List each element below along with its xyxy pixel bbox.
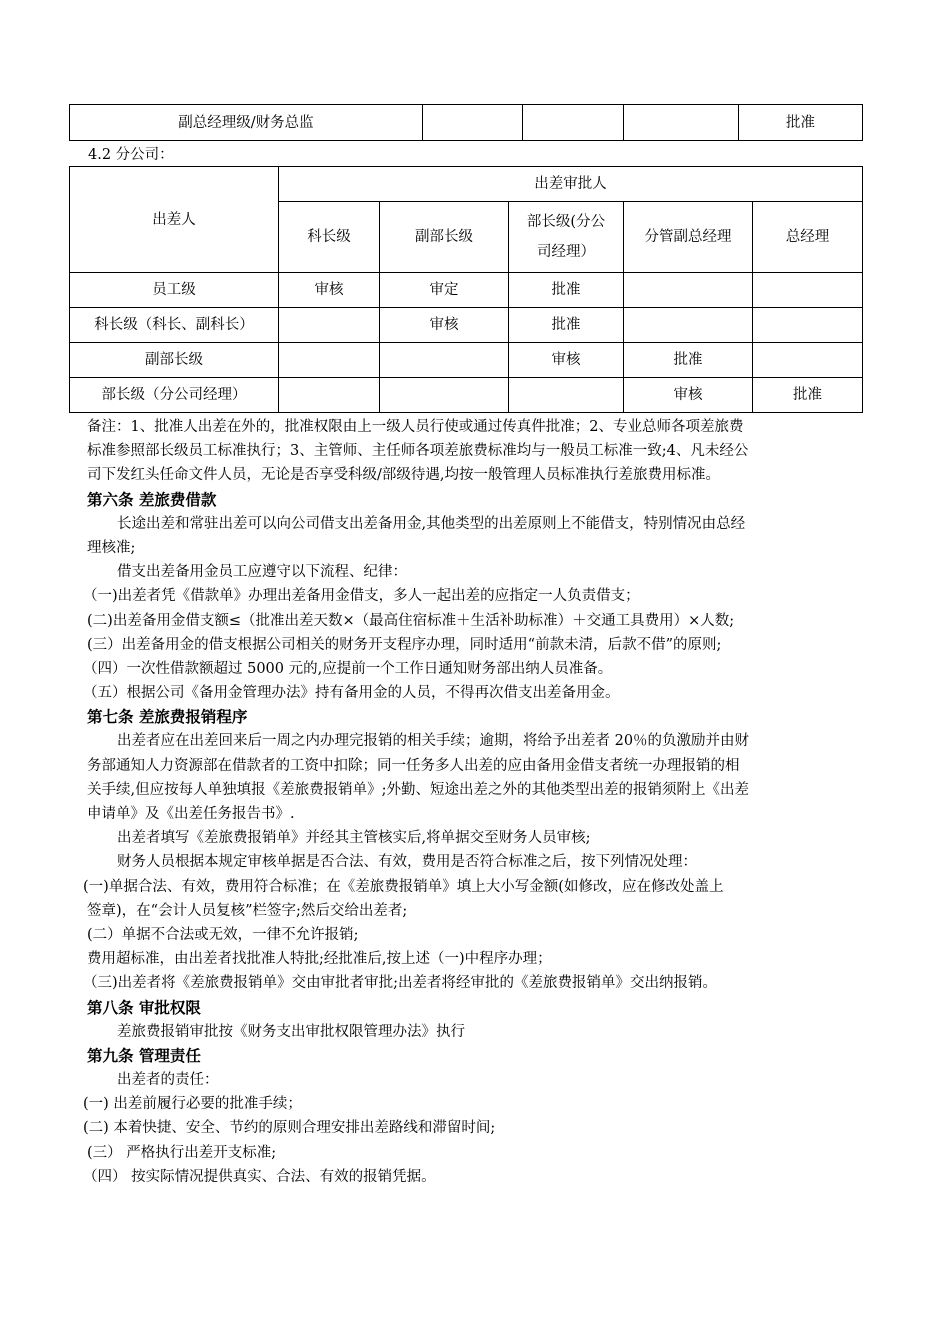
table-cell: 审核 — [624, 378, 753, 413]
column-header: 分管副总经理 — [624, 202, 753, 273]
text-line: （三)出差者将《差旅费报销单》交由审批者审批;出差者将经审批的《差旅费报销单》交出纳报销。 — [83, 975, 718, 992]
text-line: （四） 按实际情况提供真实、合法、有效的报销凭据。 — [83, 1168, 436, 1185]
section-label-branch: 4.2 分公司： — [88, 147, 174, 163]
text-line: 出差者填写《差旅费报销单》并经其主管核实后,将单据交至财务人员审核; — [117, 830, 591, 847]
column-header: 科长级 — [279, 202, 380, 273]
text-line: （五）根据公司《备用金管理办法》持有备用金的人员，不得再次借支出差备用金。 — [83, 685, 620, 702]
column-header-line: 部长级(分公 — [526, 214, 606, 230]
table-cell: 审核 — [509, 343, 624, 378]
document-body — [83, 415, 857, 1189]
table-cell — [380, 343, 509, 378]
text-line: 务部通知人力资源部在借款者的工资中扣除；同一任务多人出差的应由备用金借支者统一办理报销的相 — [87, 757, 740, 774]
table-cell — [279, 308, 380, 343]
row-label: 副总经理级/财务总监 — [70, 105, 423, 141]
table-cell — [423, 105, 523, 141]
text-line: (二）单据不合法或无效，一律不允许报销; — [87, 926, 359, 943]
text-line: 关手续,但应按每人单独填报《差旅费报销单》;外勤、短途出差之外的其他类型出差的报销须附上《出差 — [87, 781, 749, 798]
text-line: (二) 本着快捷、安全、节约的原则合理安排出差路线和滞留时间; — [83, 1120, 496, 1137]
row-label: 科长级（科长、副科长） — [70, 308, 279, 343]
text-line: 司下发红头任命文件人员，无论是否享受科级/部级待遇,均按一般管理人员标准执行差旅费用标准。 — [87, 467, 720, 484]
table-cell: 批准 — [753, 378, 863, 413]
table-cell: 审定 — [380, 273, 509, 308]
table-cell — [523, 105, 624, 141]
text-line: 标准参照部长级员工标准执行；3、主管师、主任师各项差旅费标准均与一般员工标准一致;4、凡未经公 — [87, 443, 749, 460]
text-line: (一) 出差前履行必要的批准手续； — [83, 1096, 302, 1113]
table-cell — [624, 105, 739, 141]
text-line: (三）出差备用金的借支根据公司相关的财务开支程序办理，同时适用“前款未清，后款不借”的原则; — [87, 636, 722, 653]
column-header-line: 司经理） — [537, 244, 595, 260]
row-label: 员工级 — [70, 273, 279, 308]
text-line: 费用超标准，由出差者找批准人特批;经批准后,按上述（一)中程序办理； — [87, 951, 552, 968]
section-heading: 第七条 差旅费报销程序 — [87, 708, 248, 727]
table-cell — [279, 343, 380, 378]
row-label: 副部长级 — [70, 343, 279, 378]
table-cell: 批准 — [739, 105, 863, 141]
approval-table-continued — [69, 104, 863, 141]
table-cell — [279, 378, 380, 413]
table-header-row — [70, 167, 863, 202]
table-cell: 审核 — [279, 273, 380, 308]
table-row — [70, 308, 863, 343]
table-cell — [753, 273, 863, 308]
column-header: 总经理 — [753, 202, 863, 273]
text-line: 出差者应在出差回来后一周之内办理完报销的相关手续；逾期，将给予出差者 20％的负激励并由财 — [117, 733, 750, 750]
text-line: 备注：1、批准人出差在外的，批准权限由上一级人员行使或通过传真件批准；2、专业总师各项差旅费 — [87, 419, 744, 435]
text-line: 长途出差和常驻出差可以向公司借支出差备用金,其他类型的出差原则上不能借支，特别情况由总经 — [117, 515, 746, 532]
header-traveler: 出差人 — [70, 167, 279, 273]
table-row — [70, 105, 863, 141]
text-line: （四）一次性借款额超过 5000 元的,应提前一个工作日通知财务部出纳人员准备。 — [83, 660, 613, 677]
section-heading: 第八条 审批权限 — [87, 998, 201, 1017]
column-header: 副部长级 — [380, 202, 509, 273]
table-cell — [624, 273, 753, 308]
text-line: (二)出差备用金借支额≤（批准出差天数×（最高住宿标准＋生活补助标准）＋交通工具费用）×人数; — [87, 612, 735, 629]
table-cell — [509, 378, 624, 413]
table-cell — [380, 378, 509, 413]
section-heading: 第九条 管理责任 — [87, 1046, 201, 1065]
text-line: 财务人员根据本规定审核单据是否合法、有效，费用是否符合标准之后，按下列情况处理： — [117, 854, 697, 871]
text-line: 理核准; — [87, 539, 136, 556]
table-cell: 审核 — [380, 308, 509, 343]
table-row — [70, 273, 863, 308]
text-line: (一)单据合法、有效，费用符合标准；在《差旅费报销单》填上大小写金额(如修改，应在修改处盖上 — [83, 878, 724, 895]
table-cell — [753, 308, 863, 343]
table-row — [70, 378, 863, 413]
table-row — [70, 343, 863, 378]
text-line: 出差者的责任： — [117, 1072, 219, 1089]
table-cell: 批准 — [509, 308, 624, 343]
text-line: 签章)，在“会计人员复核”栏签字;然后交给出差者; — [87, 902, 408, 919]
table-cell — [753, 343, 863, 378]
table-cell — [624, 308, 753, 343]
table-cell: 批准 — [624, 343, 753, 378]
text-line: (三） 严格执行出差开支标准; — [87, 1144, 277, 1161]
column-header — [509, 202, 624, 273]
branch-approval-table — [69, 166, 863, 413]
header-approver-group: 出差审批人 — [279, 167, 863, 202]
text-line: 差旅费报销审批按《财务支出审批权限管理办法》执行 — [117, 1023, 465, 1040]
text-line: 申请单》及《出差任务报告书》. — [87, 806, 295, 822]
table-cell: 批准 — [509, 273, 624, 308]
row-label: 部长级（分公司经理） — [70, 378, 279, 413]
text-line: （一)出差者凭《借款单》办理出差备用金借支，多人一起出差的应指定一人负责借支； — [83, 588, 640, 605]
section-heading: 第六条 差旅费借款 — [87, 490, 217, 509]
text-line: 借支出差备用金员工应遵守以下流程、纪律： — [117, 564, 407, 581]
